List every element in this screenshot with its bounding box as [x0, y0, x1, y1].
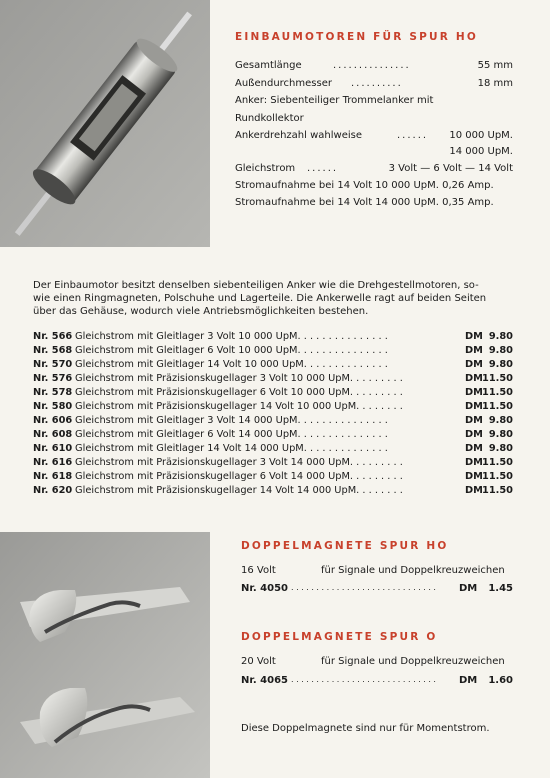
currency: DM — [465, 387, 483, 398]
spec-value: 3 Volt — 6 Volt — 14 Volt — [388, 163, 513, 174]
currency: DM — [465, 359, 483, 370]
section-heading-doppelmagnete-o: DOPPELMAGNETE SPUR O — [241, 631, 438, 643]
section-heading-doppelmagnete-ho: DOPPELMAGNETE SPUR HO — [241, 540, 449, 552]
article-description: Gleichstrom mit Präzisionskugellager 3 Volt 14 000 UpM. . . . . . . . . — [75, 457, 403, 468]
magnet-o-spec — [241, 656, 513, 667]
magnet-o-price — [241, 675, 513, 686]
spec-stromaufnahme-14000 — [235, 197, 494, 208]
spec-label: Ankerdrehzahl wahlweise — [235, 130, 362, 141]
spec-label: Stromaufnahme bei 14 Volt 14 000 UpM. 0,35 Amp. — [235, 197, 494, 208]
purpose: für Signale und Doppelkreuzweichen — [321, 656, 505, 667]
spec-label: Außendurchmesser — [235, 78, 332, 89]
article-number: Nr. 566 — [33, 331, 73, 342]
price: 11.50 — [482, 401, 513, 412]
article-description: Gleichstrom mit Präzisionskugellager 14 Volt 14 000 UpM. . . . . . . . — [75, 485, 403, 496]
article-number: Nr. 4050 — [241, 583, 288, 594]
spec-ankerdrehzahl — [235, 130, 513, 141]
article-number: Nr. 616 — [33, 457, 73, 468]
currency: DM — [459, 583, 478, 594]
currency: DM — [465, 401, 483, 412]
spec-aussendurchmesser — [235, 78, 513, 89]
currency: DM — [465, 345, 483, 356]
spec-dots: ...... — [397, 130, 429, 141]
price: 11.50 — [482, 471, 513, 482]
spec-value: 18 mm — [477, 78, 513, 89]
price-row — [33, 443, 513, 456]
article-description: Gleichstrom mit Präzisionskugellager 6 Volt 10 000 UpM. . . . . . . . . — [75, 387, 403, 398]
voltage: 16 Volt — [241, 565, 276, 576]
currency: DM — [465, 443, 483, 454]
footer-note: Diese Doppelmagnete sind nur für Momentstrom. — [241, 723, 490, 734]
section-heading-einbaumotoren: EINBAUMOTOREN FÜR SPUR HO — [235, 31, 479, 43]
article-number: Nr. 610 — [33, 443, 73, 454]
article-number: Nr. 620 — [33, 485, 73, 496]
spec-dots: ...... — [307, 163, 339, 174]
price: 11.50 — [482, 457, 513, 468]
price-row — [33, 345, 513, 358]
price-row — [33, 457, 513, 470]
article-number: Nr. 606 — [33, 415, 73, 426]
article-description: Gleichstrom mit Präzisionskugellager 14 Volt 10 000 UpM. . . . . . . . — [75, 401, 403, 412]
price-row — [33, 401, 513, 414]
spec-label: Rundkollektor — [235, 113, 304, 124]
price: 11.50 — [482, 373, 513, 384]
article-description: Gleichstrom mit Präzisionskugellager 3 Volt 10 000 UpM. . . . . . . . . — [75, 373, 403, 384]
price-row — [33, 415, 513, 428]
currency: DM — [459, 675, 478, 686]
magnet-ho-price — [241, 583, 513, 594]
article-description: Gleichstrom mit Gleitlager 3 Volt 10 000 UpM. . . . . . . . . . . . . . . — [75, 331, 388, 342]
spec-dots: .......... — [351, 78, 403, 89]
leader-dots: . . . . . . . . . . . . . . . . . . . . . . . . . . . . . — [291, 583, 436, 592]
price-row — [33, 331, 513, 344]
article-description: Gleichstrom mit Gleitlager 3 Volt 14 000 UpM. . . . . . . . . . . . . . . — [75, 415, 388, 426]
price-row — [33, 359, 513, 372]
article-number: Nr. 608 — [33, 429, 73, 440]
price: 9.80 — [488, 331, 513, 342]
spec-anker — [235, 95, 433, 106]
price: 9.80 — [488, 443, 513, 454]
currency: DM — [465, 331, 483, 342]
spec-label: Gleichstrom — [235, 163, 296, 174]
article-description: Gleichstrom mit Gleitlager 14 Volt 10 000 UpM. . . . . . . . . . . . . . — [75, 359, 388, 370]
intro-line-3: über das Gehäuse, wodurch viele Antriebsmöglichkeiten bestehen. — [33, 306, 369, 317]
currency: DM — [465, 457, 483, 468]
spec-value: 14 000 UpM. — [449, 146, 513, 157]
article-number: Nr. 568 — [33, 345, 73, 356]
spec-label: Anker: Siebenteiliger Trommelanker mit — [235, 95, 434, 106]
spec-value: 10 000 UpM. — [449, 130, 513, 141]
spec-label: Gesamtlänge — [235, 60, 302, 71]
spec-stromaufnahme-10000 — [235, 180, 494, 191]
spec-value: 55 mm — [477, 60, 513, 71]
article-number: Nr. 580 — [33, 401, 73, 412]
price-row — [33, 471, 513, 484]
currency: DM — [465, 415, 483, 426]
intro-line-1: Der Einbaumotor besitzt denselben siebenteiligen Anker wie die Drehgestellmotoren, so- — [33, 280, 479, 291]
currency: DM — [465, 485, 483, 496]
price: 9.80 — [488, 345, 513, 356]
price-row — [33, 373, 513, 386]
price: 9.80 — [488, 359, 513, 370]
spec-gleichstrom — [235, 163, 513, 174]
price: 11.50 — [482, 387, 513, 398]
spec-dots: ............... — [333, 60, 411, 71]
spec-label: Stromaufnahme bei 14 Volt 10 000 UpM. 0,26 Amp. — [235, 180, 494, 191]
article-description: Gleichstrom mit Gleitlager 6 Volt 14 000 UpM. . . . . . . . . . . . . . . — [75, 429, 388, 440]
voltage: 20 Volt — [241, 656, 276, 667]
spec-rundkollektor — [235, 113, 304, 124]
price: 9.80 — [488, 429, 513, 440]
article-number: Nr. 618 — [33, 471, 73, 482]
magnets-photo — [0, 532, 210, 778]
article-number: Nr. 578 — [33, 387, 73, 398]
currency: DM — [465, 429, 483, 440]
intro-line-2: wie einen Ringmagneten, Polschuhe und Lagerteile. Die Ankerwelle ragt auf beiden Seiten — [33, 293, 487, 304]
article-description: Gleichstrom mit Gleitlager 6 Volt 10 000 UpM. . . . . . . . . . . . . . . — [75, 345, 388, 356]
magnet-ho-spec — [241, 565, 513, 576]
price-row — [33, 387, 513, 400]
article-number: Nr. 570 — [33, 359, 73, 370]
article-number: Nr. 4065 — [241, 675, 288, 686]
motor-photo — [0, 0, 210, 247]
spec-gesamtlaenge — [235, 60, 513, 71]
price: 1.45 — [488, 583, 513, 594]
article-description: Gleichstrom mit Präzisionskugellager 6 Volt 14 000 UpM. . . . . . . . . — [75, 471, 403, 482]
article-description: Gleichstrom mit Gleitlager 14 Volt 14 000 UpM. . . . . . . . . . . . . . — [75, 443, 388, 454]
price-row — [33, 429, 513, 442]
leader-dots: . . . . . . . . . . . . . . . . . . . . . . . . . . . . . — [291, 675, 436, 684]
currency: DM — [465, 471, 483, 482]
price-row — [33, 485, 513, 498]
price: 11.50 — [482, 485, 513, 496]
price: 9.80 — [488, 415, 513, 426]
purpose: für Signale und Doppelkreuzweichen — [321, 565, 505, 576]
currency: DM — [465, 373, 483, 384]
price: 1.60 — [488, 675, 513, 686]
article-number: Nr. 576 — [33, 373, 73, 384]
